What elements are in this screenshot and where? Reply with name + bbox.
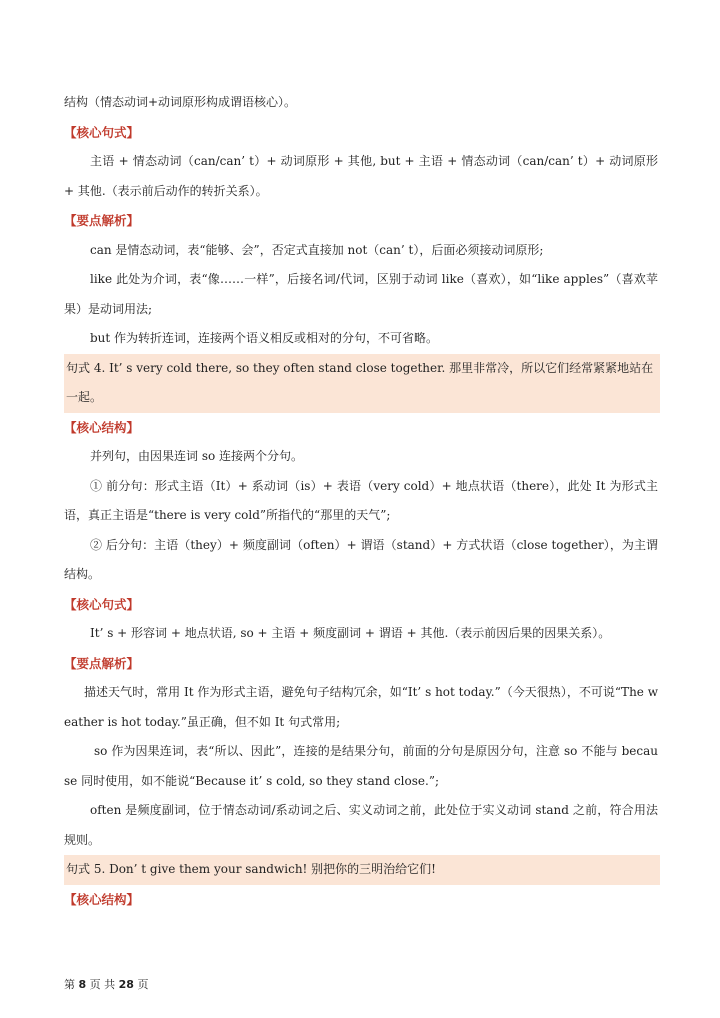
paragraph: but 作为转折连词，连接两个语义相反或相对的分句，不可省略。 [90,331,439,345]
paragraph: so 作为因果连词，表“所以、因此”，连接的是结果分句，前面的分句是原因分句，注意 so 不能与 because 同时使用，如不能说“Because it’ s cold, so they stand close.”; [64,744,658,788]
sentence-pattern-highlight: 句式 4. It’ s very cold there, so they often stand close together. 那里非常冷，所以它们经常紧紧地站在一起。 [64,354,660,413]
paragraph: often 是频度副词，位于情态动词/系动词之后、实义动词之前，此处位于实义动词 stand 之前，符合用法规则。 [64,803,658,847]
paragraph: It’ s + 形容词 + 地点状语, so + 主语 + 频度副词 + 谓语 + 其他.（表示前因后果的因果关系）。 [90,626,611,640]
paragraph: 主语 + 情态动词（can/can’ t）+ 动词原形 + 其他, but + 主语 + 情态动词（can/can’ t）+ 动词原形 + 其他.（表示前后动作的转折关系）。 [64,154,658,198]
footer-prefix: 第 [64,978,75,991]
paragraph: 结构（情态动词+动词原形构成谓语核心）。 [64,95,297,109]
section-heading: 【要点解析】 [64,655,140,671]
footer-suffix: 页 [137,978,149,991]
footer-middle: 页 共 [89,978,116,991]
paragraph: 描述天气时，常用 It 作为形式主语，避免句子结构冗余，如“It’ s hot today.”（今天很热），不可说“The weather is hot today.”虽正确，但不如 It 句式常用; [64,685,658,729]
paragraph: 并列句，由因果连词 so 连接两个分句。 [90,449,304,463]
section-heading: 【核心结构】 [64,891,140,907]
page-content [64,88,658,914]
sentence-pattern-highlight: 句式 5. Don’ t give them your sandwich! 别把你的三明治给它们! [64,855,660,885]
paragraph: ② 后分句：主语（they）+ 频度副词（often）+ 谓语（stand）+ 方式状语（close together），为主谓结构。 [64,537,658,581]
paragraph: like 此处为介词，表“像……一样”，后接名词/代词，区别于动词 like（喜欢），如“like apples”（喜欢苹果）是动词用法; [64,272,658,316]
total-page-number: 28 [118,978,134,991]
section-heading: 【核心句式】 [64,596,140,612]
paragraph: can 是情态动词，表“能够、会”，否定式直接加 not（can’ t），后面必须接动词原形; [90,242,544,257]
paragraph: ① 前分句：形式主语（It）+ 系动词（is）+ 表语（very cold）+ 地点状语（there），此处 It 为形式主语，真正主语是“there is very cold”所指代的“那里的天气”; [64,478,658,522]
section-heading: 【核心结构】 [64,419,140,435]
current-page-number: 8 [78,978,87,991]
section-heading: 【要点解析】 [64,213,140,228]
page-footer [64,976,148,992]
section-heading: 【核心句式】 [64,124,140,140]
